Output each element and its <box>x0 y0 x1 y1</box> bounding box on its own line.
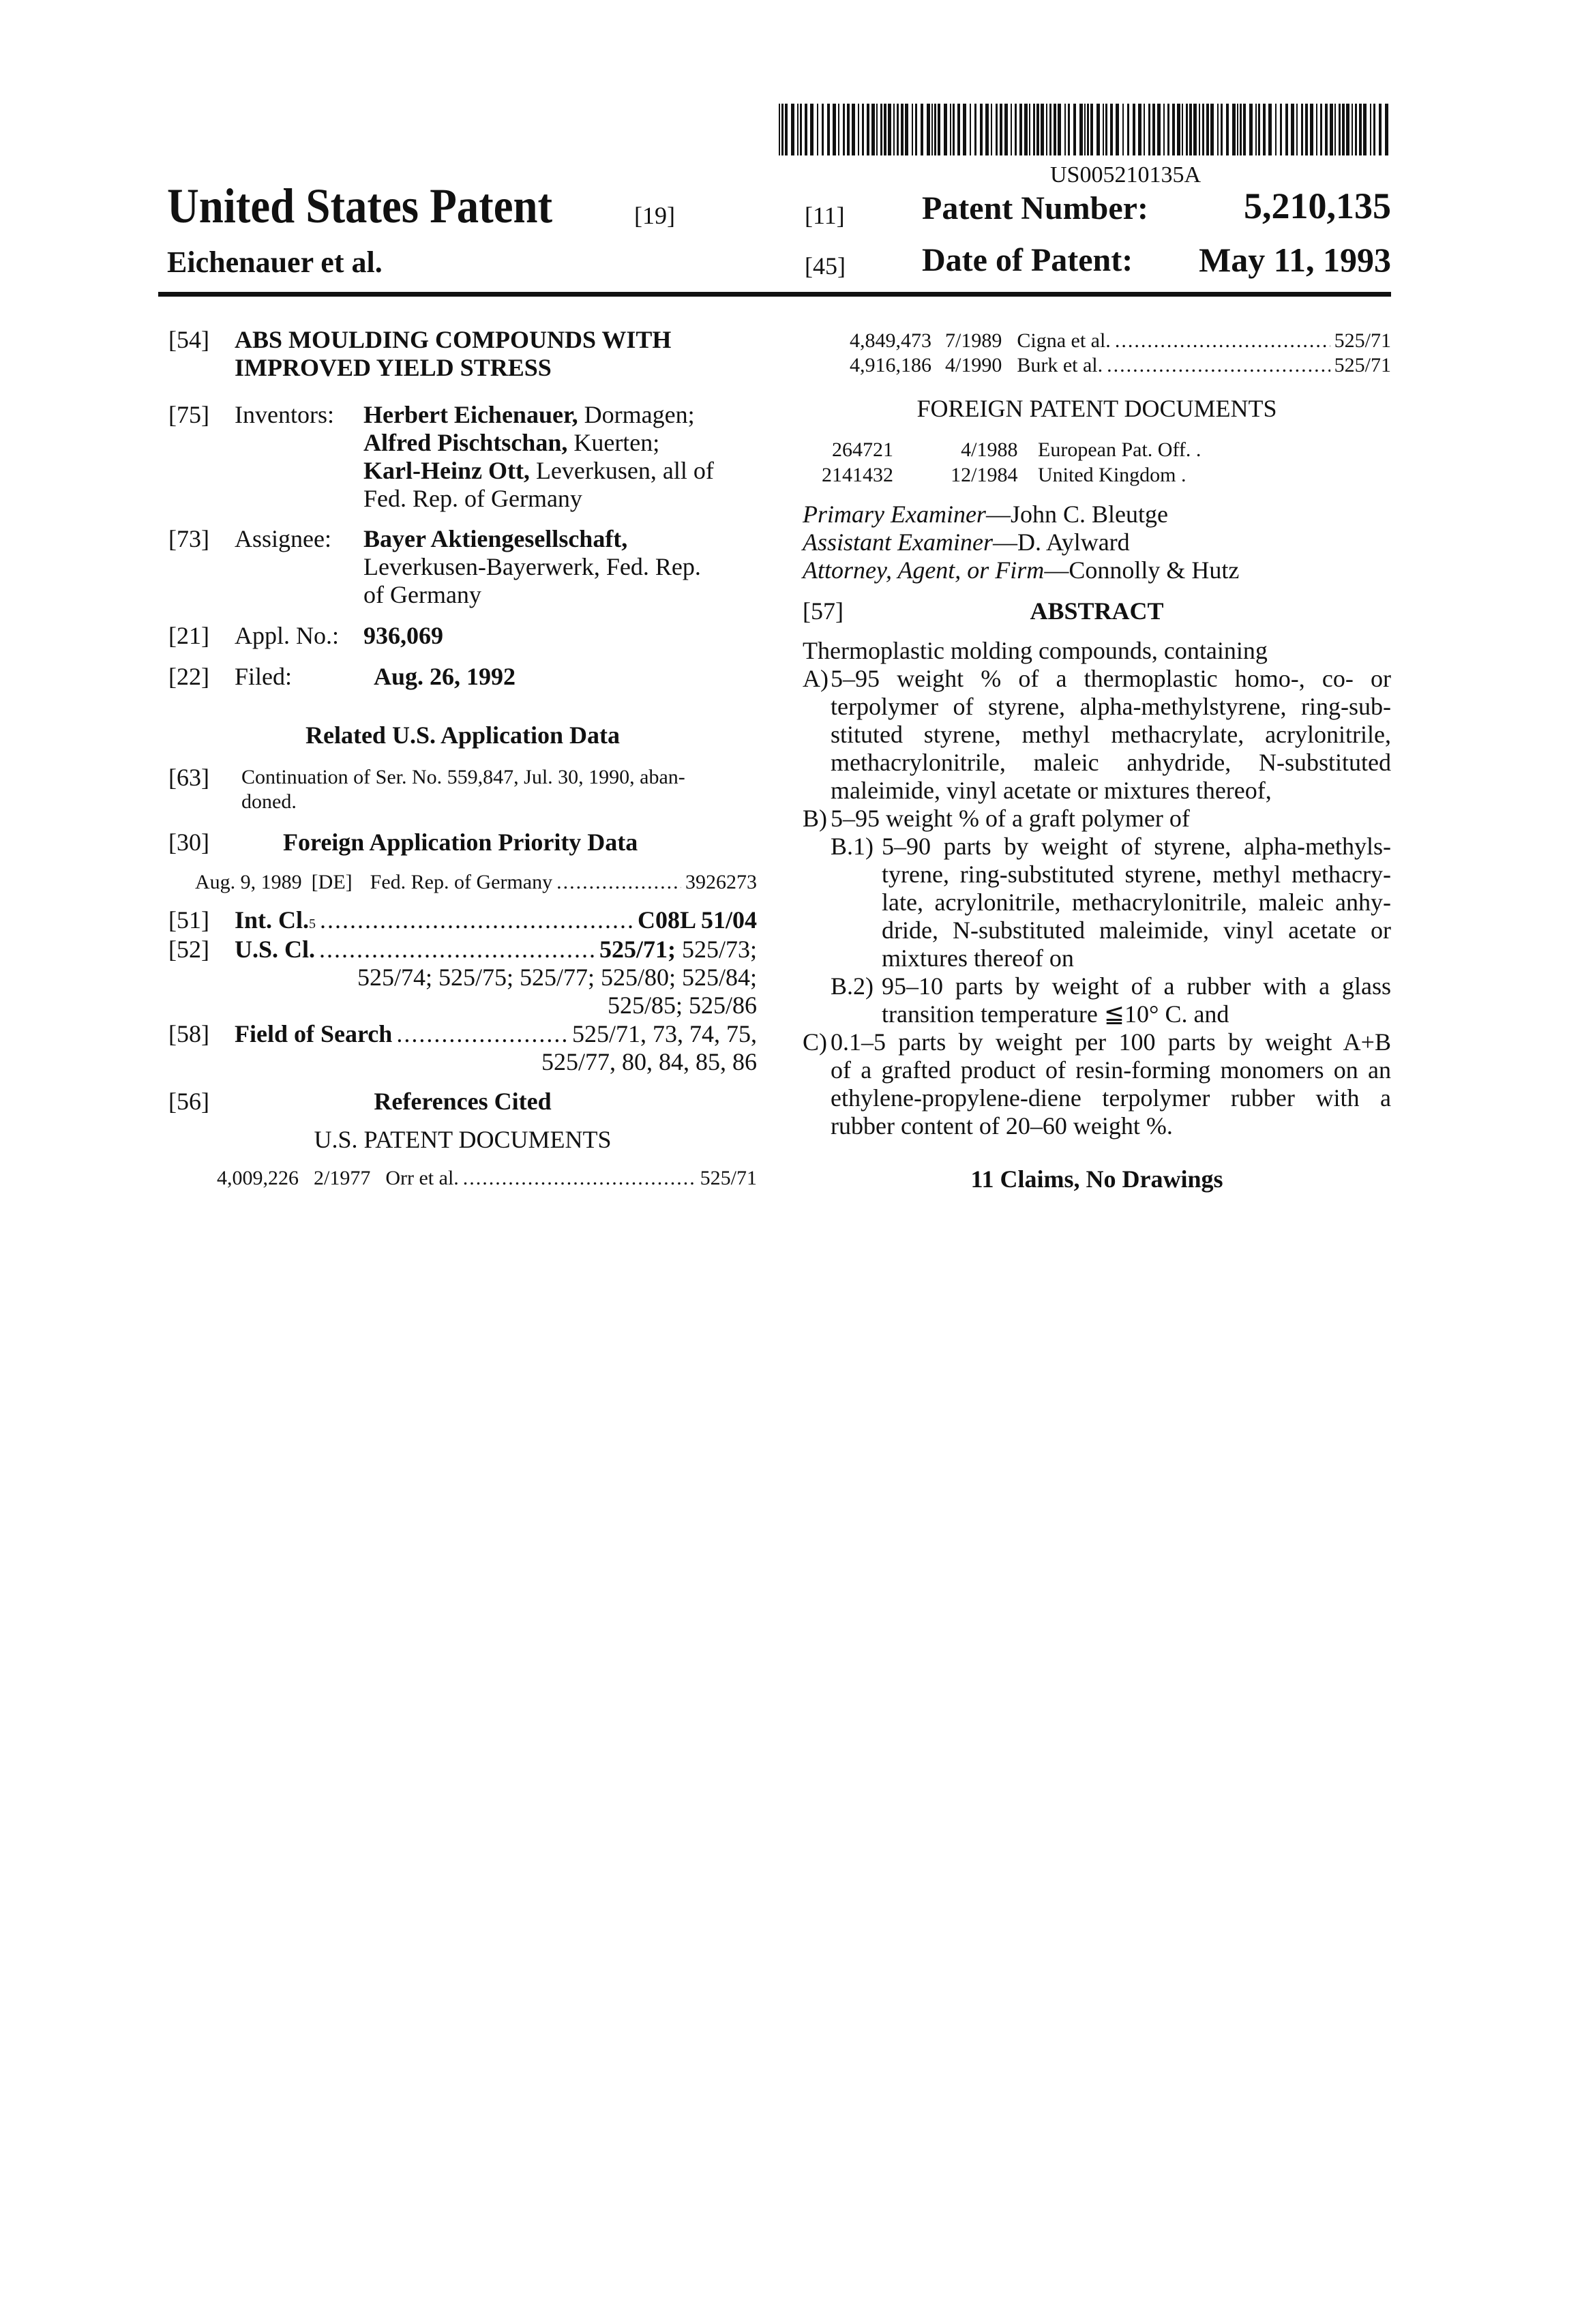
intcl-line: Int. Cl. 5 ..... C08L 51/04 <box>235 906 757 938</box>
filed-label: Filed: <box>235 663 292 691</box>
barcode-bar <box>1296 104 1298 155</box>
barcode-bar <box>1355 104 1357 155</box>
assignee: Bayer Aktiengesellschaft, Leverkusen-Bayerwerk, Fed. Rep. of Germany <box>363 525 701 609</box>
abstract-line-text: dride, N-substituted maleimide, vinyl acetate or <box>882 917 1391 944</box>
search-line: Field of Search ..... 525/71, 73, 74, 75, <box>235 1020 757 1048</box>
patent-number: 5,210,135 <box>1244 185 1391 226</box>
barcode-bar <box>785 104 788 155</box>
filed-code: [22] <box>168 663 209 691</box>
barcode-bar <box>963 104 966 155</box>
barcode-bar <box>1342 104 1345 155</box>
barcode-bar <box>852 104 855 155</box>
inventor-short: Eichenauer et al. <box>167 245 383 280</box>
foreign-doc-row: 264721 4/1988 European Pat. Off. . <box>818 438 1201 462</box>
barcode-bar <box>838 104 839 155</box>
barcode-bar <box>996 104 998 155</box>
barcode-bar <box>1049 104 1051 155</box>
barcode-bar <box>791 104 794 155</box>
barcode-bar <box>897 104 899 155</box>
invention-title: ABS MOULDING COMPOUNDS WITH IMPROVED YIELD STRESS <box>235 326 671 382</box>
barcode-bar <box>1015 104 1017 155</box>
barcode-bar <box>915 104 917 155</box>
priority-entry: Aug. 9, 1989 [DE] Fed. Rep. of Germany ..... 3926273 <box>195 870 757 895</box>
abstract-line-text: mixtures thereof on <box>882 944 1391 972</box>
uscl-more: 525/74; 525/75; 525/77; 525/80; 525/84; 525/85; 525/86 <box>357 964 757 1019</box>
barcode-bar <box>1029 104 1030 155</box>
barcode-bar <box>1068 104 1070 155</box>
barcode-bar <box>974 104 976 155</box>
abstract-line-text: transition temperature ≦10° C. and <box>882 1000 1391 1028</box>
abstract-line-text: methacrylonitrile, maleic anhydride, N-substituted <box>831 749 1391 777</box>
barcode-bar <box>1330 104 1333 155</box>
appl-number: 936,069 <box>363 622 443 650</box>
abstract-item-label: C) <box>803 1028 827 1056</box>
barcode-bar <box>1116 104 1119 155</box>
barcode-bar <box>1011 104 1012 155</box>
barcode-bar <box>817 104 818 155</box>
barcode-bar <box>1310 104 1313 155</box>
barcode-bar <box>1206 104 1209 155</box>
barcode-bar <box>991 104 992 155</box>
barcode-bar <box>1073 104 1076 155</box>
abstract-line-text: late, acrylonitrile, methacrylonitrile, maleic anhy- <box>882 889 1391 917</box>
abstract-line-text: of a grafted product of resin-forming monomers on an <box>831 1056 1391 1084</box>
barcode-bar <box>957 104 960 155</box>
barcode-bar <box>938 104 940 155</box>
abstract-line <box>803 721 1391 749</box>
barcode-bar <box>871 104 875 155</box>
barcode-bar <box>1305 104 1308 155</box>
barcode-bar <box>1127 104 1129 155</box>
barcode-bar <box>1275 104 1277 155</box>
appl-label: Appl. No.: <box>235 622 339 650</box>
barcode-bar <box>1110 104 1113 155</box>
examiners: Primary Examiner—John C. Bleutge Assistant Examiner—D. Aylward Attorney, Agent, or Firm—Connolly & Hutz <box>803 501 1239 584</box>
barcode-bar <box>1000 104 1002 155</box>
barcode-bar <box>1182 104 1183 155</box>
barcode-bar <box>1373 104 1375 155</box>
barcode-bar <box>1301 104 1303 155</box>
barcode-bar <box>1240 104 1242 155</box>
inventors-list: Herbert Eichenauer, Dormagen; Alfred Pischtschan, Kuerten; Karl-Heinz Ott, Leverkusen, all of Fed. Rep. of Germany <box>363 401 714 513</box>
barcode-bar <box>810 104 814 155</box>
barcode-bar <box>800 104 802 155</box>
assignee-label: Assignee: <box>235 525 331 553</box>
barcode-bar <box>862 104 864 155</box>
barcode-bar <box>1177 104 1180 155</box>
barcode-bar <box>1133 104 1135 155</box>
assignee-code: [73] <box>168 525 209 553</box>
barcode-bar <box>1285 104 1288 155</box>
abstract-line-text: tyrene, ring-substituted styrene, methyl methacry- <box>882 861 1391 889</box>
barcode-bar <box>1148 104 1150 155</box>
abstract-item-label: B.1) <box>831 833 874 861</box>
reference-row: 4,916,186 4/1990 Burk et al. ..... 525/71 <box>850 353 1391 378</box>
barcode-bar <box>1325 104 1328 155</box>
barcode-bar <box>912 104 913 155</box>
abstract-line <box>803 1084 1391 1112</box>
patent-number-label: Patent Number: <box>922 190 1148 228</box>
barcode-bar <box>781 104 783 155</box>
barcode-bar <box>805 104 807 155</box>
barcode-bar <box>1046 104 1047 155</box>
barcode-bar <box>1363 104 1367 155</box>
us-docs-heading: U.S. PATENT DOCUMENTS <box>168 1126 757 1154</box>
foreign-doc-row: 2141432 12/1984 United Kingdom . <box>818 463 1186 488</box>
abstract-line-text: 95–10 parts by weight of a rubber with a glass <box>882 972 1391 1000</box>
refs-heading: References Cited <box>168 1088 757 1116</box>
barcode-bar <box>1217 104 1219 155</box>
barcode-bar <box>1359 104 1362 155</box>
abstract-item-label: B.2) <box>831 972 874 1000</box>
barcode-bar <box>1157 104 1161 155</box>
abstract-line-text: 5–95 weight % of a graft polymer of <box>831 805 1391 833</box>
abstract-code: [57] <box>803 597 844 625</box>
barcode-bar <box>1163 104 1165 155</box>
barcode-bar <box>1144 104 1145 155</box>
abstract-line <box>803 805 1391 833</box>
barcode-bar <box>1237 104 1238 155</box>
barcode-bar <box>884 104 886 155</box>
barcode-bar <box>876 104 878 155</box>
reference-row: 4,009,226 2/1977 Orr et al. ..... 525/71 <box>217 1166 757 1191</box>
barcode-bar <box>1334 104 1336 155</box>
barcode-bar <box>1243 104 1246 155</box>
barcode-bar <box>880 104 882 155</box>
barcode-bar <box>1105 104 1107 155</box>
barcode-bar <box>1167 104 1169 155</box>
barcode-bar <box>905 104 908 155</box>
abstract-line <box>803 749 1391 777</box>
filed-date: Aug. 26, 1992 <box>374 663 516 691</box>
abstract-line <box>803 777 1391 805</box>
barcode-bar <box>1370 104 1371 155</box>
abstract-body <box>803 637 1391 1140</box>
abstract-line-text: 5–95 weight % of a thermoplastic homo-, co- or <box>831 665 1391 693</box>
header-rule <box>158 292 1391 297</box>
date-code: [45] <box>805 252 846 280</box>
barcode-bar <box>1152 104 1155 155</box>
barcode-bar <box>985 104 989 155</box>
barcode-bar <box>1084 104 1086 155</box>
barcode-bar <box>858 104 859 155</box>
refs-code: [56] <box>168 1088 209 1116</box>
abstract-line <box>803 833 1391 861</box>
abstract-line <box>803 1028 1391 1056</box>
barcode-bar <box>921 104 923 155</box>
abstract-line-text: terpolymer of styrene, alpha-methylstyrene, ring-sub- <box>831 693 1391 721</box>
barcode-bar <box>1258 104 1260 155</box>
barcode-bar <box>1346 104 1349 155</box>
barcode-bar <box>1172 104 1175 155</box>
barcode-bar <box>1226 104 1229 155</box>
barcode-bar <box>1122 104 1124 155</box>
priority-heading: Foreign Application Priority Data <box>283 829 638 856</box>
barcode-bar <box>1249 104 1253 155</box>
barcode-bar <box>779 104 780 155</box>
barcode-text: US005210135A <box>1050 161 1201 189</box>
abstract-line <box>803 1000 1391 1028</box>
barcode-bar <box>833 104 836 155</box>
date-label: Date of Patent: <box>922 241 1133 280</box>
continuation-code: [63] <box>168 764 209 792</box>
abstract-heading: ABSTRACT <box>803 597 1391 625</box>
barcode-bar <box>1064 104 1066 155</box>
barcode-bar <box>827 104 830 155</box>
barcode-bar <box>1210 104 1214 155</box>
abstract-line-text: 0.1–5 parts by weight per 100 parts by weight A+B <box>831 1028 1391 1056</box>
barcode-bar <box>1087 104 1089 155</box>
abstract-line-text: ethylene-propylene-diene terpolymer rubber with a <box>831 1084 1391 1112</box>
barcode-bar <box>1041 104 1044 155</box>
barcode-bar <box>1033 104 1035 155</box>
patent-date: May 11, 1993 <box>1199 240 1391 280</box>
patent-number-code: [11] <box>805 202 845 230</box>
barcode-bar <box>1199 104 1200 155</box>
uscl-code: [52] <box>168 936 209 964</box>
abstract-item-label: B) <box>803 805 827 833</box>
abstract-line-text: stituted styrene, methyl methacrylate, acrylonitrile, <box>831 721 1391 749</box>
barcode-bar <box>1268 104 1272 155</box>
abstract-line <box>803 917 1391 944</box>
abstract-line <box>803 693 1391 721</box>
title-code: [19] <box>634 202 675 230</box>
barcode-bar <box>934 104 936 155</box>
barcode-bar <box>1079 104 1083 155</box>
barcode-bar <box>1352 104 1353 155</box>
barcode-bar <box>1186 104 1188 155</box>
barcode-bar <box>1232 104 1236 155</box>
barcode-bar <box>944 104 947 155</box>
barcode-bar <box>1379 104 1382 155</box>
barcode-bar <box>1221 104 1223 155</box>
barcode-bar <box>1189 104 1192 155</box>
claims-summary: 11 Claims, No Drawings <box>803 1165 1391 1193</box>
barcode-bar <box>970 104 971 155</box>
abstract-line <box>803 889 1391 917</box>
barcode-bar <box>1096 104 1100 155</box>
abstract-line <box>803 972 1391 1000</box>
barcode-bar <box>1320 104 1322 155</box>
barcode-bar <box>843 104 845 155</box>
abstract-line <box>803 1056 1391 1084</box>
barcode-bar <box>1385 104 1388 155</box>
barcode-bar <box>901 104 904 155</box>
inventors-label: Inventors: <box>235 401 334 429</box>
barcode-bar <box>1263 104 1266 155</box>
search-code: [58] <box>168 1020 209 1048</box>
barcode-bar <box>1316 104 1317 155</box>
abstract-item-label: A) <box>803 665 829 693</box>
barcode-bar <box>888 104 891 155</box>
barcode-bar <box>927 104 930 155</box>
barcode-bar <box>1255 104 1257 155</box>
abstract-line-text: rubber content of 20–60 weight %. <box>831 1112 1391 1140</box>
abstract-line-text: 5–90 parts by weight of styrene, alpha-methyls- <box>882 833 1391 861</box>
barcode-bar <box>1193 104 1197 155</box>
continuation-text: Continuation of Ser. No. 559,847, Jul. 30, 1990, aban- doned. <box>241 765 685 814</box>
search-more: 525/77, 80, 84, 85, 86 <box>541 1048 757 1076</box>
barcode-bar <box>1280 104 1282 155</box>
barcode-bar <box>822 104 824 155</box>
abstract-line <box>803 665 1391 693</box>
reference-row: 4,849,473 7/1989 Cigna et al. ..... 525/71 <box>850 329 1391 353</box>
priority-code: [30] <box>168 829 209 856</box>
barcode-bar <box>1024 104 1028 155</box>
barcode-bar <box>980 104 983 155</box>
barcode-bar <box>950 104 951 155</box>
barcode-bar <box>1103 104 1104 155</box>
barcode-bar <box>1019 104 1022 155</box>
barcode-bar <box>893 104 895 155</box>
abstract-line <box>803 944 1391 972</box>
inventors-code: [75] <box>168 401 209 429</box>
barcode-bar <box>1090 104 1093 155</box>
abstract-line <box>803 861 1391 889</box>
barcode-bar <box>1339 104 1341 155</box>
barcode-bar <box>1004 104 1008 155</box>
uscl-line: U.S. Cl. ..... 525/71; 525/73; <box>235 936 757 964</box>
barcode-bar <box>797 104 799 155</box>
barcode-bar <box>867 104 869 155</box>
intcl-code: [51] <box>168 906 209 934</box>
appl-code: [21] <box>168 622 209 650</box>
foreign-docs-heading: FOREIGN PATENT DOCUMENTS <box>803 395 1391 423</box>
barcode-bar <box>1291 104 1294 155</box>
abstract-intro: Thermoplastic molding compounds, containing <box>803 637 1391 665</box>
barcode-bar <box>931 104 933 155</box>
abstract-line-text: maleimide, vinyl acetate or mixtures thereof, <box>831 777 1391 805</box>
barcode-bar <box>1138 104 1141 155</box>
document-title: United States Patent <box>167 179 595 233</box>
related-heading: Related U.S. Application Data <box>168 721 757 749</box>
title-code-54: [54] <box>168 326 209 354</box>
barcode-bar <box>1036 104 1039 155</box>
barcode-bar <box>847 104 850 155</box>
barcode-bar <box>953 104 955 155</box>
barcode <box>777 104 1391 155</box>
abstract-line <box>803 1112 1391 1140</box>
barcode-bar <box>1054 104 1056 155</box>
barcode-bar <box>1202 104 1204 155</box>
barcode-bar <box>1058 104 1061 155</box>
